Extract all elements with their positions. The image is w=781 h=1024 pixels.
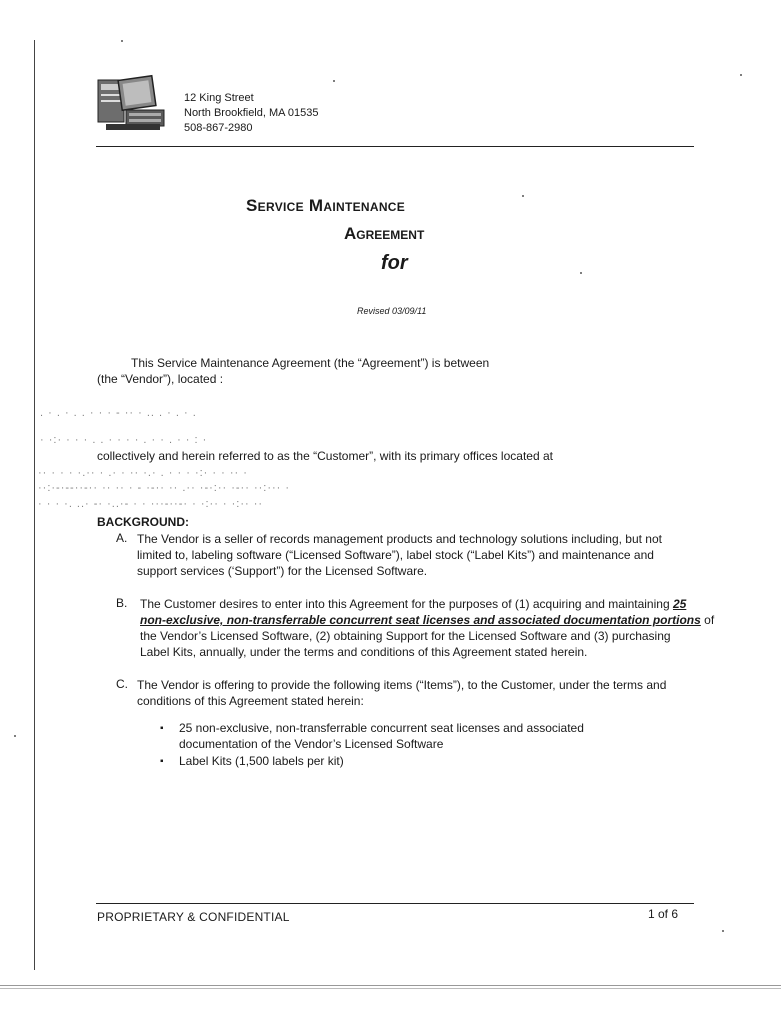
- item-c-line-1: The Vendor is offering to provide the following items (“Items”), to the Customer, under the terms and: [137, 678, 667, 692]
- bullet-icon: ▪: [160, 756, 164, 767]
- address-street: 12 King Street: [184, 92, 254, 104]
- bullet-icon: ▪: [160, 723, 164, 734]
- scan-speck: [121, 40, 123, 42]
- item-b-line-4: Label Kits, annually, under the terms and conditions of this Agreement stated herein.: [140, 645, 588, 659]
- scan-noise: · ·:· · · · . . · · · · . · · . · · : ·: [40, 434, 208, 446]
- title-line-2: Agreement: [344, 224, 425, 243]
- item-a-line-2: limited to, labeling software (“Licensed Software”), label stock (“Label Kits”) and maintenance and: [137, 548, 654, 562]
- background-heading: BACKGROUND:: [97, 515, 189, 529]
- item-a-line-1: The Vendor is a seller of records management products and technology solutions including, but not: [137, 532, 662, 546]
- item-c-label: C.: [116, 677, 128, 691]
- address-city: North Brookfield, MA 01535: [184, 107, 319, 119]
- scan-speck: [522, 195, 524, 197]
- item-b-label: B.: [116, 596, 128, 610]
- item-b-line-3: the Vendor’s Licensed Software, (2) obtaining Support for the Licensed Software and (3) purchasing: [140, 629, 671, 643]
- left-margin-rule: [34, 40, 35, 970]
- item-b-line-1-count: 25: [672, 597, 687, 611]
- page-number: 1 of 6: [648, 907, 679, 921]
- item-a-label: A.: [116, 531, 128, 545]
- scan-speck: [580, 272, 582, 274]
- scan-noise: · · · ·. ..· -· ·..·- · · ···-··-· · ·:·· · ·:·· ··: [38, 498, 264, 510]
- computer-logo-icon: [96, 70, 166, 134]
- revised-date: Revised 03/09/11: [357, 306, 427, 316]
- bullet-2-line-1: Label Kits (1,500 labels per kit): [179, 754, 344, 768]
- item-c-line-2: conditions of this Agreement stated herein:: [137, 694, 364, 708]
- intro-line-3: collectively and herein referred to as the “Customer”, with its primary offices located at: [97, 449, 553, 463]
- item-b-line-2: [140, 612, 714, 629]
- bullet-1-line-2: documentation of the Vendor’s Licensed Software: [179, 737, 444, 751]
- intro-line-2: (the “Vendor”), located :: [97, 372, 224, 386]
- scan-noise: . · . · . . · · · - ·· · .. . · . · .: [40, 407, 197, 419]
- item-b-line-2-underlined: non-exclusive, non-transferrable concurrent seat licenses and associated documentation portions: [140, 613, 701, 627]
- bullet-1-line-1: 25 non-exclusive, non-transferrable concurrent seat licenses and associated: [179, 721, 584, 735]
- scan-speck: [722, 930, 724, 932]
- scan-speck: [14, 735, 16, 737]
- intro-line-1: This Service Maintenance Agreement (the “Agreement”) is between: [131, 356, 490, 370]
- footer-confidential: PROPRIETARY & CONFIDENTIAL: [97, 910, 290, 924]
- scan-noise: ·· · · · ·.·· · .· · ·· ·.· . · · · ·:· · · ·· ·: [38, 467, 248, 479]
- title-line-3: for: [381, 252, 408, 274]
- header-divider: [96, 146, 694, 147]
- item-b-line-1: [140, 596, 686, 613]
- item-b-line-1-text: The Customer desires to enter into this Agreement for the purposes of (1) acquiring and maintaining: [140, 597, 673, 611]
- scan-speck: [740, 74, 742, 76]
- address-phone: 508-867-2980: [184, 122, 253, 134]
- scan-noise: ··:·-·--··-·· ·· ·· · - ·-·· ·· .·· ·-·:·· ·-·· ··:··· ·: [38, 482, 291, 494]
- title-line-1: Service Maintenance: [246, 196, 406, 215]
- scan-speck: [333, 80, 335, 82]
- vendor-address-block: [184, 91, 319, 136]
- item-b-line-2-tail: of: [700, 613, 715, 627]
- scan-edge-line: [0, 985, 781, 986]
- scan-edge-line: [0, 988, 781, 989]
- footer-divider: [96, 903, 694, 904]
- item-a-line-3: support services (‘Support”) for the Licensed Software.: [137, 564, 428, 578]
